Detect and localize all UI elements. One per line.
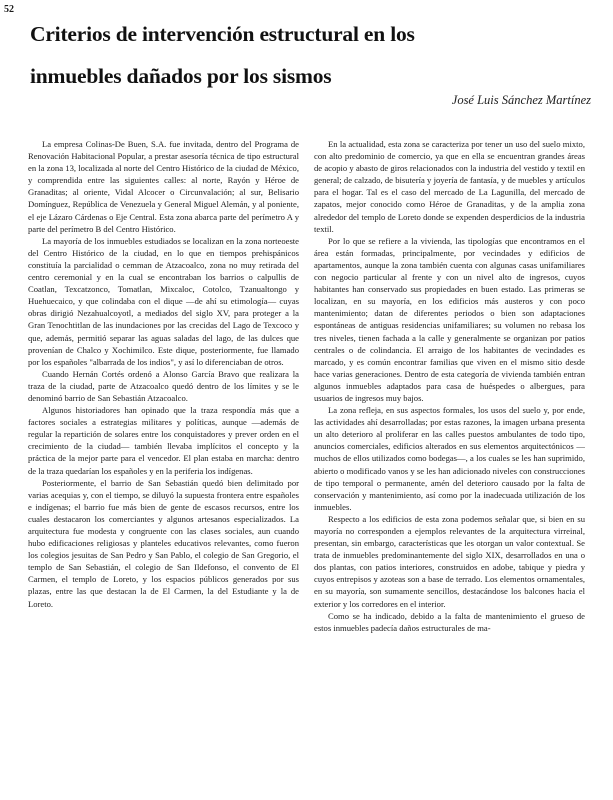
article-title-line-2: inmuebles dañados por los sismos — [30, 64, 332, 88]
text-column-right — [314, 138, 585, 788]
paragraph: Posteriormente, el barrio de San Sebastián quedó bien delimitado por varias acequias y, con el tiempo, se diluyó la supuesta frontera entre españoles e indígenas; el barrio fue más bien de gente de escasos recursos, entre los cuales destacaron los comerciantes y algunos artesanos especializados. La arquitectura fue modesta y congruente con las clases sociales, aun cuando hubo edificaciones religiosas y planteles educativos relevantes, como fueron los colegios jesuitas de San Pedro y San Pablo, el colegio de San Gregorio, el templo de San Sebastián, el colegio de San Ildefonso, el convento de El Carmen, el templo de Loreto, y los espacios públicos generados por sus plazas, entre las que destacan la de El Carmen, la del Estudiante y la de Loreto. — [28, 477, 299, 609]
paragraph: Cuando Hernán Cortés ordenó a Alonso García Bravo que realizara la traza de la ciudad, parte de Atzacoalco quedó dentro de los límites y se le denominó barrio de San Sebastián Atzacoalco. — [28, 368, 299, 403]
paragraph: Respecto a los edificios de esta zona podemos señalar que, si bien en su mayoría no corresponden a ejemplos relevantes de la arquitectura virreinal, presentan, sin embargo, características que les otorgan un valor contextual. Se trata de inmuebles predominantemente del siglo XIX, desarrollados en una o dos plantas, con patios interiores, construidos en adobe, tabique y piedra y cuyos entrepisos y azoteas son a base de terrado. Los elementos ornamentales, en su mayoría, son sumamente sencillos, destacándose los balcones hacia el exterior y los corredores en el interior. — [314, 513, 585, 609]
text-column-left — [28, 138, 299, 788]
author-name: José Luis Sánchez Martínez — [451, 93, 591, 107]
paragraph: La mayoría de los inmuebles estudiados se localizan en la zona norteoeste del Centro Histórico de la ciudad, en lo que en tiempos prehispánicos constituía la parcialidad o cemman de Atzacoalco, zona no muy retirada del centro ceremonial y en la cual se encontraban los barrios o calpullis de Coatlan, Texcatzonco, Tomatlan, Mixcaloc, Cotolco, Tzanualtongo y Huehuecaico, y que colindaba con el dique —de ahí su etimología— cuyas obras dirigió Nezahualcoyotl, a mediados del siglo XV, para proteger a la Gran Tenochtitlan de las inundaciones por las crecidas del Lago de Texcoco y que, además, permitió separar las aguas saladas del lago, de las dulces que provenían de Chalco y Xochimilco. Este dique, posteriormente, fue llamado por los españoles "albarrada de los indios", y así lo diferenciaban de otros. — [28, 235, 299, 367]
paragraph: Por lo que se refiere a la vivienda, las tipologías que encontramos en el área están formadas, principalmente, por vecindades y edificios de apartamentos, aunque la zona también cuenta con algunas casas unifamiliares con negocio particular al frente y con un nivel alto de ingresos, cuyos habitantes han conservado sus propiedades en buen estado. Las primeras se localizan, en su mayoría, en los edificios más austeros y con poco mantenimiento; datan de diferentes periodos o bien son adaptaciones espontáneas de antiguas residencias unifamiliares; su volumen no rebasa los tres niveles, tienen fachada a la calle y generalmente se organizan por patios centrales o de colindancia. El arraigo de los habitantes de vecindades es marcado, y es común encontrar familias que viven en el mismo sitio desde hace varias generaciones. Dentro de esta categoría de vivienda también entran algunos inmuebles adaptados para casa de huéspedes o albergues, para usuarios de ingresos muy bajos. — [314, 235, 585, 403]
paragraph: La empresa Colinas-De Buen, S.A. fue invitada, dentro del Programa de Renovación Habitacional Popular, a prestar asesoría técnica de tipo estructural en la zona 13, localizada al norte del Centro Histórico de la ciudad de México, y comprendida entre las siguientes calles: al norte, Rayón y Héroe de Granaditas; al oriente, Vidal Alcocer o Circunvalación; al sur, Belisario Domínguez, República de Venezuela y General Miguel Alemán, y al poniente, el eje Lázaro Cárdenas o Eje Central. Esta zona abarca parte del perímetro A y parte del perímetro B del Centro Histórico. — [28, 139, 299, 234]
paragraph: Algunos historiadores han opinado que la traza respondía más que a factores sociales a estrategias militares y políticas, aunque —además de regular la repartición de solares entre los conquistadores y prever orden en el crecimiento de la ciudad— también llevaba implícitos el concepto y la práctica de la mejor parte para el vencedor. El plan estaba en marcha: dentro de la traza quedarían los españoles y en la periferia los indígenas. — [28, 405, 299, 476]
paragraph: La zona refleja, en sus aspectos formales, los usos del suelo y, por ende, las actividades ahí desarrolladas; por estas razones, la imagen urbana presenta un alto deterioro al proliferar en las calles puestos ambulantes de todo tipo, anuncios comerciales, edificios alterados en sus elementos arquitectónicos —muchos de ellos utilizados como bodegas—, a los cuales se les han suprimido, abierto o modificado vanos y se les han adicionado niveles con construcciones de tipo temporal o permanente, amén del deterioro causado por la falta de conservación y mantenimiento, así como por la inadecuada utilización de los inmuebles. — [314, 405, 585, 512]
paragraph: En la actualidad, esta zona se caracteriza por tener un uso del suelo mixto, con alto predominio de comercio, ya que en ella se encuentran grandes áreas de acopio y abasto de giros relacionados con la industria del vestido y textil en general; de calzado, de bisutería y joyería de fantasía, y de muebles y artículos para el hogar. Tal es el caso del mercado de La Lagunilla, del mercado de zapatos, mejor conocido como Héroe de Granaditas, y de la amplia zona alrededor del templo de Loreto donde se expenden desperdicios de la industria textil. — [314, 139, 585, 234]
page-number: 52 — [4, 4, 14, 15]
paragraph: Como se ha indicado, debido a la falta de mantenimiento el grueso de estos inmuebles padecía daños estructurales de ma- — [314, 610, 585, 633]
article-title-line-1: Criterios de intervención estructural en los — [30, 22, 415, 46]
